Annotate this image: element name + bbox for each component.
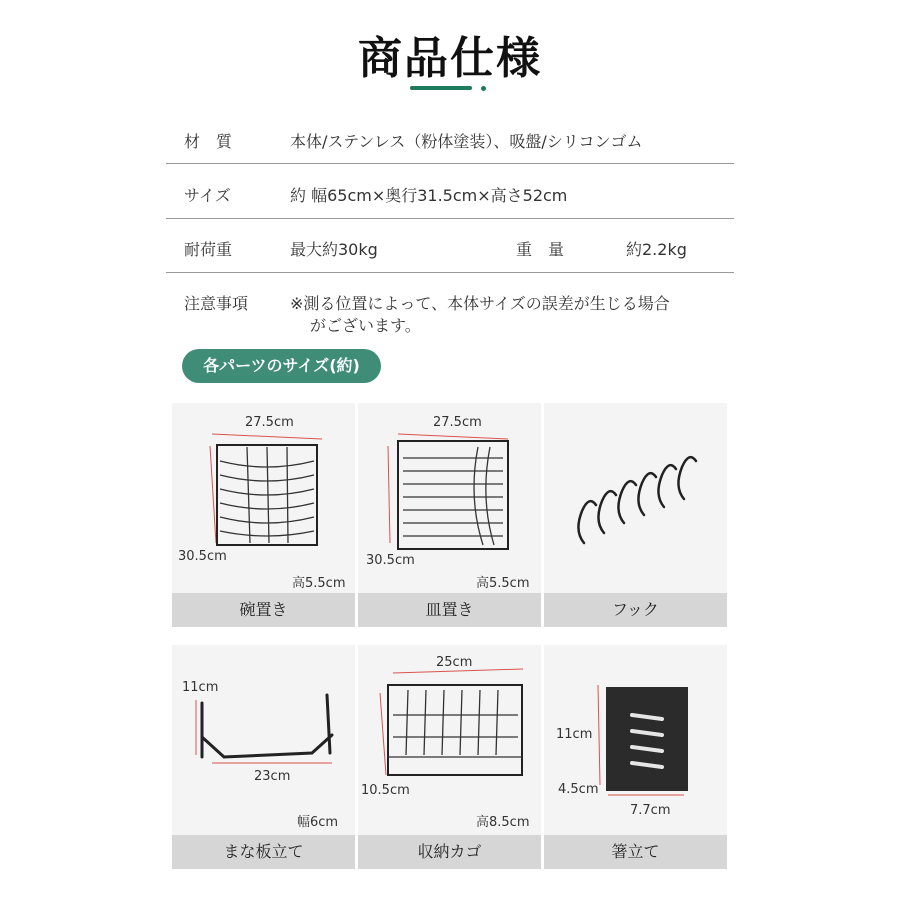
part-caption: 収納カゴ [358, 835, 541, 869]
dimension-label: 幅6cm [297, 815, 339, 830]
dimension-label: 11cm [556, 727, 593, 742]
part-image [544, 403, 727, 593]
part-image [358, 645, 541, 835]
part-card-storage-basket [358, 645, 541, 869]
spec-label: 耐荷重 [184, 240, 233, 259]
page-title: 商品仕様 [358, 33, 542, 84]
part-image [358, 403, 541, 593]
dimension-label: 7.7cm [630, 803, 671, 818]
part-card-dish-rack [358, 403, 541, 627]
dimension-label: 11cm [182, 680, 219, 695]
spec-value-line2: がございます。 [310, 316, 421, 335]
dimension-label: 高8.5cm [476, 815, 530, 830]
dimension-label: 高5.5cm [292, 576, 346, 591]
part-card-hooks [544, 403, 727, 627]
part-caption: まな板立て [172, 835, 355, 869]
part-card-cutting-board-stand [172, 645, 355, 869]
title-dot [481, 86, 486, 91]
spec-value: 本体/ステンレス（粉体塗装）、吸盤/シリコンゴム [290, 132, 643, 151]
part-caption: 皿置き [358, 593, 541, 627]
dimension-label: 23cm [254, 769, 291, 784]
part-image [172, 645, 355, 835]
parts-heading-badge: 各パーツのサイズ(約) [182, 349, 381, 383]
divider [166, 163, 734, 164]
bowl-rack-illustration [172, 403, 355, 593]
dimension-label: 10.5cm [361, 783, 410, 798]
part-caption: フック [544, 593, 727, 627]
dimension-label: 4.5cm [558, 782, 599, 797]
cutting-board-stand-illustration [172, 645, 355, 835]
spec-value-weight: 約2.2kg [626, 240, 687, 259]
spec-label: サイズ [184, 186, 231, 205]
spec-value: 最大約30kg [290, 240, 378, 259]
part-caption: 碗置き [172, 593, 355, 627]
part-image [544, 645, 727, 835]
title-underline [410, 86, 472, 90]
dimension-label: 高5.5cm [476, 576, 530, 591]
hooks-illustration [544, 403, 727, 593]
dimension-label: 27.5cm [433, 415, 482, 430]
spec-label-weight: 重 量 [516, 240, 565, 259]
part-image [172, 403, 355, 593]
part-card-chopstick-holder [544, 645, 727, 869]
divider [166, 218, 734, 219]
storage-basket-illustration [358, 645, 541, 835]
spec-label: 注意事項 [184, 294, 249, 313]
part-card-bowl-rack [172, 403, 355, 627]
dimension-label: 27.5cm [245, 415, 294, 430]
dimension-label: 30.5cm [178, 549, 227, 564]
divider [166, 272, 734, 273]
spec-value: ※測る位置によって、本体サイズの誤差が生じる場合 [290, 294, 670, 313]
part-caption: 箸立て [544, 835, 727, 869]
spec-label: 材 質 [184, 132, 233, 151]
spec-value: 約 幅65cm×奥行31.5cm×高さ52cm [290, 186, 568, 205]
dimension-label: 30.5cm [366, 553, 415, 568]
spec-table [166, 115, 734, 345]
dimension-label: 25cm [436, 655, 473, 670]
